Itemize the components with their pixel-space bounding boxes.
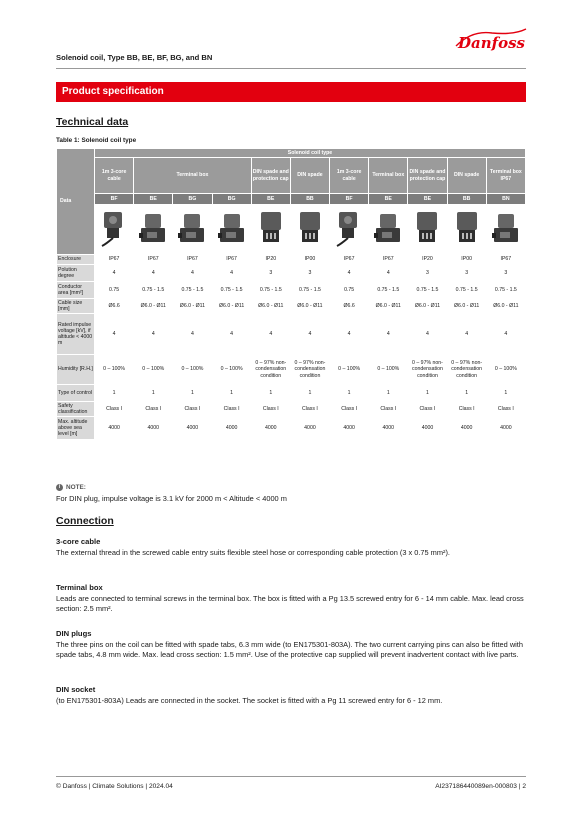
danfoss-logo-mark [452,26,530,54]
table-cell: Class I [290,402,329,417]
table-cell: Class I [212,402,251,417]
table-cell: IP67 [134,255,173,265]
technical-data-heading: Technical data [56,116,129,128]
row-label: Max. altitude above sea level [m] [57,417,95,440]
table-cell: 1 [408,385,447,402]
table-cell: 0 – 100% [173,355,212,385]
table-row [57,265,526,282]
table-cell: 4000 [134,417,173,440]
table-cell: Ø6.0 - Ø11 [447,299,486,314]
section-text-din-socket: (to EN175301-803A) Leads are connected in the socket. The socket is fitted with a Pg 11 screwed entry for 6 - 12 mm. [56,696,443,705]
table-cell: Ø6.0 - Ø11 [134,299,173,314]
table-cell: IP20 [251,255,290,265]
section-title-din-plugs: DIN plugs [56,629,92,638]
table-cell: Ø6.0 - Ø11 [486,299,525,314]
table-cell: Class I [251,402,290,417]
table-cell: 0.75 [95,282,134,299]
coil-code: BE [369,194,408,205]
table-cell: 0 – 100% [486,355,525,385]
coil-image [251,205,290,255]
table-cell: 0 – 97% non-condensation condition [251,355,290,385]
table-cell: 4000 [369,417,408,440]
table-cell: 1 [369,385,408,402]
coil-image [486,205,525,255]
coil-din-image [451,208,483,248]
table-cell: 3 [447,265,486,282]
coil-image [290,205,329,255]
row-label: Rated impulse voltage [kV], if altitude < 4000 m [57,314,95,355]
table-cell: Class I [134,402,173,417]
type-header: Terminal box [134,158,252,194]
coil-code: BE [408,194,447,205]
table-row [57,299,526,314]
note-text: For DIN plug, impulse voltage is 3.1 kV for 2000 m < Altitude < 4000 m [56,494,287,503]
info-icon: i [56,484,63,491]
table-cell: 4 [330,265,369,282]
table-row [57,417,526,440]
coil-image [408,205,447,255]
table-cell: 0.75 - 1.5 [290,282,329,299]
table-cell: IP67 [486,255,525,265]
table-cell: 1 [95,385,134,402]
table-cell: IP67 [369,255,408,265]
table-cell: 1 [290,385,329,402]
coil-code: BG [212,194,251,205]
data-column-label: Data [57,149,95,255]
table-cell: Ø6.0 - Ø11 [212,299,251,314]
table-cell: 4 [95,265,134,282]
table-cell: 4 [251,314,290,355]
table-cell: Class I [486,402,525,417]
coil-code: BE [134,194,173,205]
table-cell: 4 [134,265,173,282]
type-header: 1m 3-core cable [330,158,369,194]
row-label: Enclosure [57,255,95,265]
row-label: Conductor area [mm²] [57,282,95,299]
footer-divider [56,776,526,777]
table-cell: 0.75 - 1.5 [447,282,486,299]
table-cell: 1 [330,385,369,402]
section-text-3-core-cable: The external thread in the screwed cable entry suits flexible steel hose or corresponding cable protection (3 x 0.75 mm²). [56,548,450,557]
table-cell: 3 [486,265,525,282]
table-cell: 0 – 100% [134,355,173,385]
coil-image [330,205,369,255]
table-cell: 0.75 - 1.5 [251,282,290,299]
table-cell: 4000 [447,417,486,440]
table-row [57,282,526,299]
coil-code: BB [447,194,486,205]
table-cell: 4 [290,314,329,355]
row-label: Safety classification [57,402,95,417]
table-cell: 1 [447,385,486,402]
table-row [57,402,526,417]
coil-code: BG [173,194,212,205]
table-cell: 4000 [330,417,369,440]
coil-code: BN [486,194,525,205]
table-cell: Ø6.0 - Ø11 [369,299,408,314]
footer-left: © Danfoss | Climate Solutions | 2024.04 [56,783,173,790]
table-cell: 1 [173,385,212,402]
table-cell: 0.75 - 1.5 [486,282,525,299]
header-divider [56,68,526,69]
table-cell: Class I [369,402,408,417]
coil-code: BF [330,194,369,205]
table-cell: 0 – 97% non-condensation condition [447,355,486,385]
coil-tbox-image [372,208,404,248]
coil-cable-image [333,208,365,248]
table-cell: Ø6.6 [330,299,369,314]
table-cell: 4 [369,314,408,355]
table-cell: Ø6.0 - Ø11 [408,299,447,314]
table-cell: 4 [369,265,408,282]
row-label: Polution degree [57,265,95,282]
section-text-din-plugs: The three pins on the coil can be fitted with spade tabs, 6.3 mm wide (to EN175301-803A). The two current carrying pins can also be fitted with spade tabs, 4.8 mm wide. Max. lead cross section: 1.5 mm². Use of the protective cap supplied will prevent inadvertent contact with live parts. [56,640,523,660]
coil-din-image [255,208,287,248]
type-header: Terminal box [369,158,408,194]
note-title: NOTE: [66,484,86,492]
type-header: DIN spade [447,158,486,194]
table-cell: 1 [486,385,525,402]
table-cell: 0.75 - 1.5 [212,282,251,299]
table-cell: 4000 [290,417,329,440]
table-cell: 4 [212,265,251,282]
table-cell: Ø6.0 - Ø11 [251,299,290,314]
table-cell: IP67 [173,255,212,265]
row-label: Type of control [57,385,95,402]
coil-tbox-image [216,208,248,248]
danfoss-logo [452,26,530,59]
solenoid-coil-table [56,148,526,440]
table-cell: 4000 [173,417,212,440]
table-cell: Class I [95,402,134,417]
table-cell: 4 [330,314,369,355]
table-cell: IP67 [212,255,251,265]
table-cell: 0 – 97% non-condensation condition [290,355,329,385]
section-banner: Product specification [56,82,526,102]
table-cell: 1 [212,385,251,402]
table-cell: 3 [290,265,329,282]
table-cell: IP67 [95,255,134,265]
coil-image [134,205,173,255]
table-cell: 4 [212,314,251,355]
coil-image [212,205,251,255]
table-cell: 0 – 97% non-condensation condition [408,355,447,385]
coil-image [173,205,212,255]
table-cell: 4000 [95,417,134,440]
table-cell: Class I [447,402,486,417]
coil-tbox-image [137,208,169,248]
table-cell: 4000 [212,417,251,440]
table-cell: Class I [173,402,212,417]
row-label: Humidity [R.H.] [57,355,95,385]
table-cell: 0 – 100% [330,355,369,385]
table-row [57,314,526,355]
table-cell: 3 [408,265,447,282]
table-cell: 4 [134,314,173,355]
type-header: DIN spade and protection cap [251,158,290,194]
coil-image [447,205,486,255]
section-title-terminal-box: Terminal box [56,583,103,592]
type-header: DIN spade and protection cap [408,158,447,194]
table-cell: Class I [408,402,447,417]
table-cell: IP20 [408,255,447,265]
svg-text:Danfoss: Danfoss [458,34,525,52]
table-caption: Table 1: Solenoid coil type [56,137,137,144]
table-cell: 4000 [486,417,525,440]
type-header: 1m 3-core cable [95,158,134,194]
coil-din-image [294,208,326,248]
table-cell: 4 [408,314,447,355]
table-cell: 0 – 100% [95,355,134,385]
table-cell: IP00 [447,255,486,265]
type-header: Terminal box IP67 [486,158,525,194]
coil-code: BF [95,194,134,205]
table-cell: 0 – 100% [369,355,408,385]
table-cell: IP67 [330,255,369,265]
table-cell: 4 [95,314,134,355]
section-title-3-core-cable: 3-core cable [56,537,101,546]
coil-image [95,205,134,255]
table-cell: 0.75 - 1.5 [408,282,447,299]
coil-tbox-image [490,208,522,248]
section-title-din-socket: DIN socket [56,685,96,694]
table-cell: 3 [251,265,290,282]
table-cell: 0.75 - 1.5 [173,282,212,299]
coil-code: BB [290,194,329,205]
note-heading [56,484,86,491]
coil-code: BE [251,194,290,205]
table-cell: 4 [173,265,212,282]
table-row [57,385,526,402]
coil-din-image [411,208,443,248]
connection-heading: Connection [56,515,114,527]
table-cell: Ø6.0 - Ø11 [173,299,212,314]
table-row [57,255,526,265]
table-cell: 0.75 - 1.5 [369,282,408,299]
coil-cable-image [98,208,130,248]
table-cell: Ø6.6 [95,299,134,314]
table-cell: 1 [251,385,290,402]
table-cell: 0.75 - 1.5 [134,282,173,299]
table-cell: Ø6.0 - Ø11 [290,299,329,314]
table-cell: 1 [134,385,173,402]
section-text-terminal-box: Leads are connected to terminal screws in the terminal box. The box is fitted with a Pg 13.5 screwed entry for 6 - 14 mm cable. Max. lead cross section: 2.5 mm². [56,594,524,614]
table-cell: 0.75 [330,282,369,299]
coil-image [369,205,408,255]
table-cell: IP00 [290,255,329,265]
row-label: Cable size [mm] [57,299,95,314]
table-cell: 4 [486,314,525,355]
footer-right: AI237186440089en-000803 | 2 [435,783,526,790]
table-cell: 0 – 100% [212,355,251,385]
table-cell: 4000 [251,417,290,440]
type-header: DIN spade [290,158,329,194]
table-cell: 4000 [408,417,447,440]
coil-tbox-image [176,208,208,248]
table-cell: 4 [173,314,212,355]
group-header: Solenoid coil type [95,149,526,158]
table-cell: 4 [447,314,486,355]
table-row [57,355,526,385]
table-cell: Class I [330,402,369,417]
document-title: Solenoid coil, Type BB, BE, BF, BG, and BN [56,53,213,62]
